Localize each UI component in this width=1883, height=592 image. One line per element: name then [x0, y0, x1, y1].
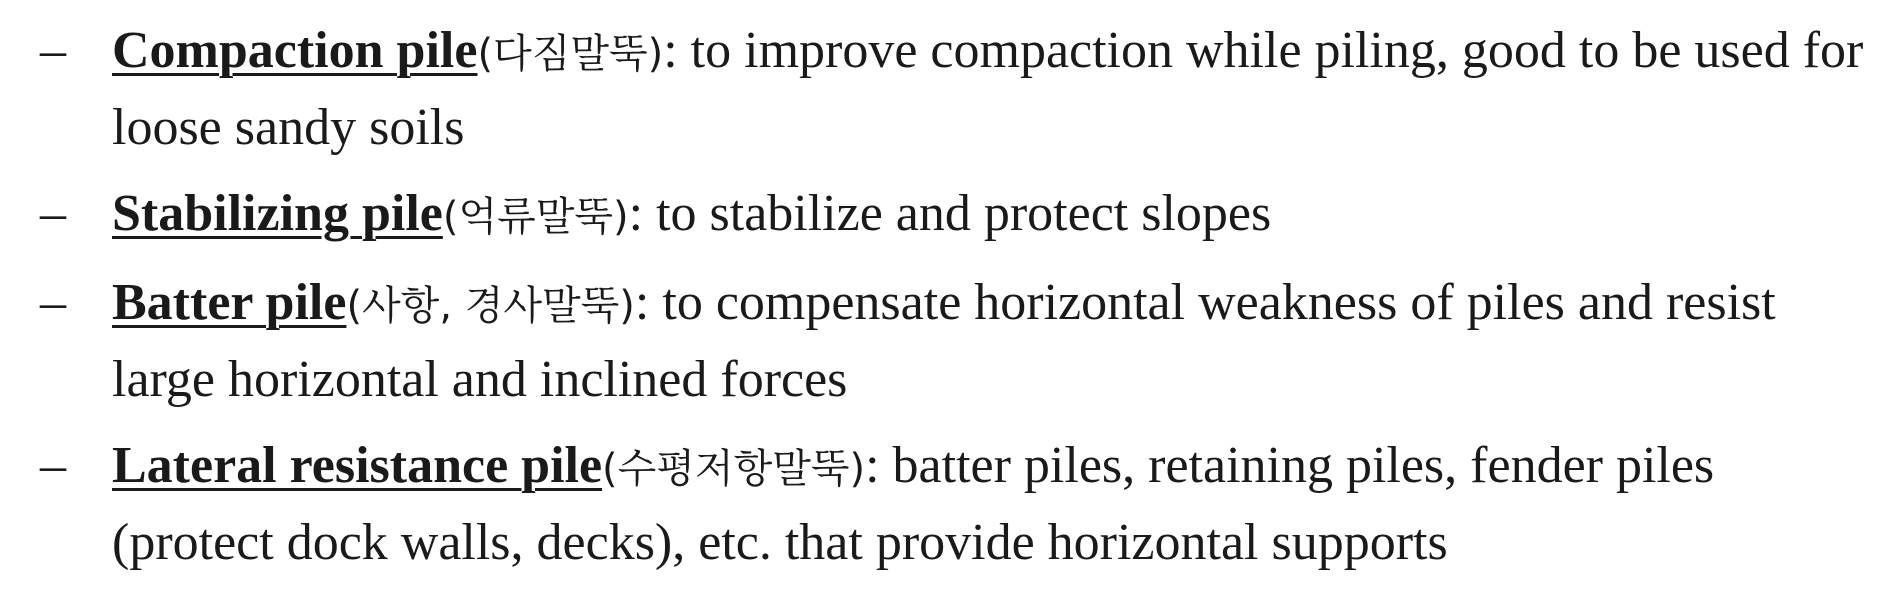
- term-batter-pile: Batter pile: [112, 274, 347, 331]
- description: : to stabilize and protect slopes: [628, 185, 1272, 242]
- korean-term: (다짐말뚝): [477, 31, 664, 77]
- korean-term: (억류말뚝): [442, 194, 629, 240]
- description: : to compensate horizontal weakness of piles and resist large horizontal and inclined forces: [112, 274, 1776, 408]
- korean-term: (사항, 경사말뚝): [346, 283, 635, 329]
- korean-term: (수평저항말뚝): [602, 446, 866, 492]
- description: : to improve compaction while piling, good to be used for loose sandy soils: [112, 22, 1864, 156]
- bullet-dash: –: [40, 22, 66, 79]
- list-item-stabilizing-pile: [40, 177, 1875, 254]
- list-item-compaction-pile: [40, 14, 1875, 165]
- term-compaction-pile: Compaction pile: [112, 22, 478, 79]
- list-item-lateral-resistance-pile: [40, 429, 1875, 580]
- bullet-dash: –: [40, 437, 66, 494]
- term-lateral-resistance-pile: Lateral resistance pile: [112, 437, 603, 494]
- list-item-batter-pile: [40, 266, 1875, 417]
- pile-types-list: [40, 14, 1875, 592]
- bullet-dash: –: [40, 274, 66, 331]
- description: : batter piles, retaining piles, fender piles (protect dock walls, decks), etc. that provide horizontal supports: [112, 437, 1715, 571]
- term-stabilizing-pile: Stabilizing pile: [112, 185, 443, 242]
- bullet-dash: –: [40, 185, 66, 242]
